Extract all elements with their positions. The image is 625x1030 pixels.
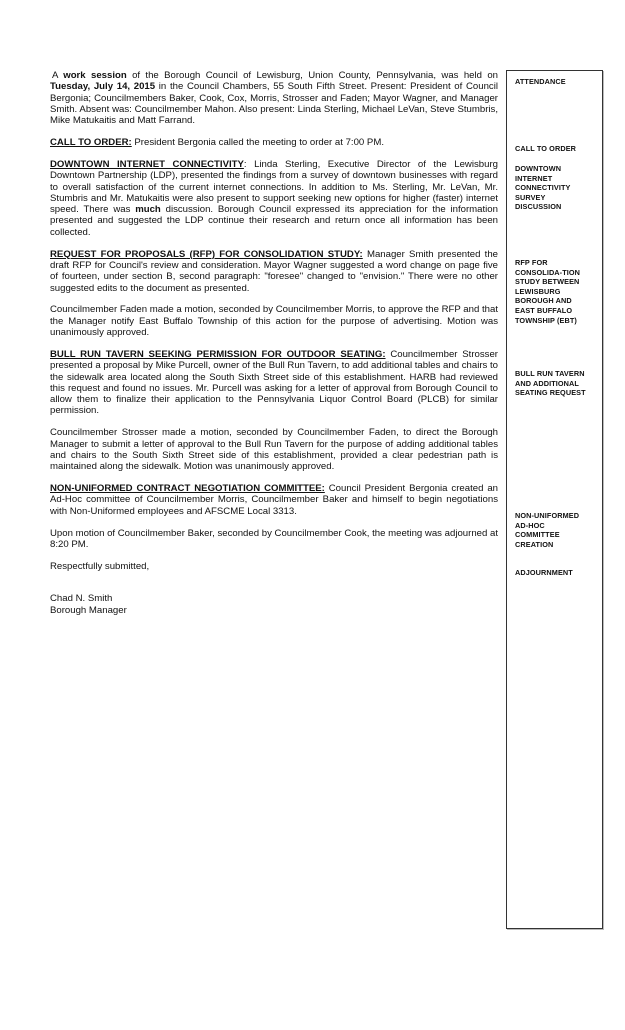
margin-label-line: DISCUSSION [515,202,562,212]
margin-label-line: BOROUGH AND [515,296,572,306]
margin-label-line: SEATING REQUEST [515,388,586,398]
margin-label-line: INTERNET [515,173,553,183]
margin-label-line: TOWNSHIP (EBT) [515,315,577,325]
signer-title: Borough Manager [50,604,127,616]
margin-label-line: BULL RUN TAVERN [515,369,585,378]
margin-label-line: DOWNTOWN [515,164,562,173]
margin-label-adjournment [515,568,601,578]
margin-label-call-to-order [515,144,601,154]
margin-label-committee [515,511,601,549]
margin-notes-box [506,70,603,929]
margin-label-line: RFP FOR [515,258,548,267]
rfp-paragraph: REQUEST FOR PROPOSALS (RFP) FOR CONSOLIDATION STUDY: Manager Smith presented the draft RFP for Council's review and consideration. Mayor Wagner suggested a word change on page five of fourteen, under section B, second paragraph: "foresee" changed to "envision." There were no other suggested edits to the document as presented. [50,248,499,294]
internet-heading: DOWNTOWN INTERNET CONNECTIVITY [50,158,244,170]
margin-label-internet [515,164,601,212]
margin-label-line: SURVEY [515,192,546,202]
committee-paragraph: NON-UNIFORMED CONTRACT NEGOTIATION COMMITTEE: Council President Bergonia created an Ad-Hoc committee of Councilmember Morris, Councilmember Baker and himself to begin negotiations with Non-Uniformed employees and AFSCME Local 3313. [50,483,498,517]
margin-label-tavern [515,369,601,398]
margin-label-line: STUDY BETWEEN [515,277,580,287]
margin-label-line: AD-HOC [515,520,545,530]
margin-label-line: AND ADDITIONAL [515,378,579,388]
margin-label-line: CREATION [515,539,554,549]
margin-label-attendance [515,77,601,87]
tavern-heading: BULL RUN TAVERN SEEKING PERMISSION FOR OUTDOOR SEATING: [50,348,386,360]
closing-line: Respectfully submitted, [50,560,150,572]
session-type: work session [63,70,127,81]
minutes-body [50,70,498,617]
meeting-date: Tuesday, July 14, 2015 [50,81,156,93]
margin-label-line: EAST BUFFALO [515,305,573,315]
adjournment-paragraph: Upon motion of Councilmember Baker, seconded by Councilmember Cook, the meeting was adjourned at 8:20 PM. [50,527,498,550]
margin-label-line: NON-UNIFORMED [515,511,580,520]
internet-paragraph: DOWNTOWN INTERNET CONNECTIVITY: Linda Sterling, Executive Director of the Lewisburg Downtown Partnership (LDP), presented the findings from a survey of downtown businesses with regard to overall satisfaction of the current internet connections. In addition to Ms. Sterling, Mr. LeVan, Mr. Stumbris and Mr. Matukaitis were also present to support seeking new options for higher (faster) internet speed. There was much discussion. Borough Council expressed its appreciation for the information presented and suggested the LDP continue their research and return once all information has been collected. [50,158,498,238]
margin-label-line: CALL TO ORDER [515,144,577,153]
rfp-heading: REQUEST FOR PROPOSALS (RFP) FOR CONSOLIDATION STUDY: [50,248,363,260]
margin-label-line: CONSOLIDA-TION [515,267,581,277]
rfp-motion-paragraph: Councilmember Faden made a motion, seconded by Councilmember Morris, to approve the RFP and that the Manager notify East Buffalo Township of this action for the purpose of advertising. Motion was unanimously approved. [50,304,498,339]
signer-name: Chad N. Smith [50,593,113,605]
margin-label-rfp [515,258,601,325]
margin-label-line: ADJOURNMENT [515,568,573,577]
margin-label-line: COMMITTEE [515,530,560,540]
committee-heading: NON-UNIFORMED CONTRACT NEGOTIATION COMMITTEE: [50,483,325,495]
call-to-order-paragraph: CALL TO ORDER: President Bergonia called the meeting to order at 7:00 PM. [50,137,384,149]
tavern-paragraph: BULL RUN TAVERN SEEKING PERMISSION FOR OUTDOOR SEATING: Councilmember Strosser presented a proposal by Mike Purcell, owner of the Bull Run Tavern, to add additional tables and chairs to the sidewalk area located along the South Sixth Street side of this establishment. HARB had reviewed this request and found no issues. Mr. Purcell was asking for a letter of approval from Borough Council to allow them to finalize their application to the Pennsylvania Liquor Control Board (PLCB) for similar permission. [50,348,498,417]
margin-label-line: ATTENDANCE [515,77,566,86]
signature-block [50,593,498,617]
margin-label-line: LEWISBURG [515,286,561,296]
call-to-order-heading: CALL TO ORDER: [50,137,132,149]
margin-label-line: CONNECTIVITY [515,183,571,193]
attendance-paragraph: A work session of the Borough Council of Lewisburg, Union County, Pennsylvania, was held on Tuesday, July 14, 2015 in the Council Chambers, 55 South Fifth Street. Present: President of Council Bergonia; Councilmembers Baker, Cook, Cox, Morris, Strosser and Faden; Mayor Wagner, and Manager Smith. Absent was: Councilmember Mahon. Also present: Linda Sterling, Michael LeVan, Steve Stumbris, Mike Matukaitis and Matt Farrand. [50,70,498,127]
tavern-motion-paragraph: Councilmember Strosser made a motion, seconded by Councilmember Faden, to direct the Borough Manager to submit a letter of approval to the Bull Run Tavern for the purpose of adding additional tables and chairs to the South Sixth Street side of this establishment, provided a clear pedestrian path is maintained along the sidewalk. Motion was unanimously approved. [50,427,498,473]
